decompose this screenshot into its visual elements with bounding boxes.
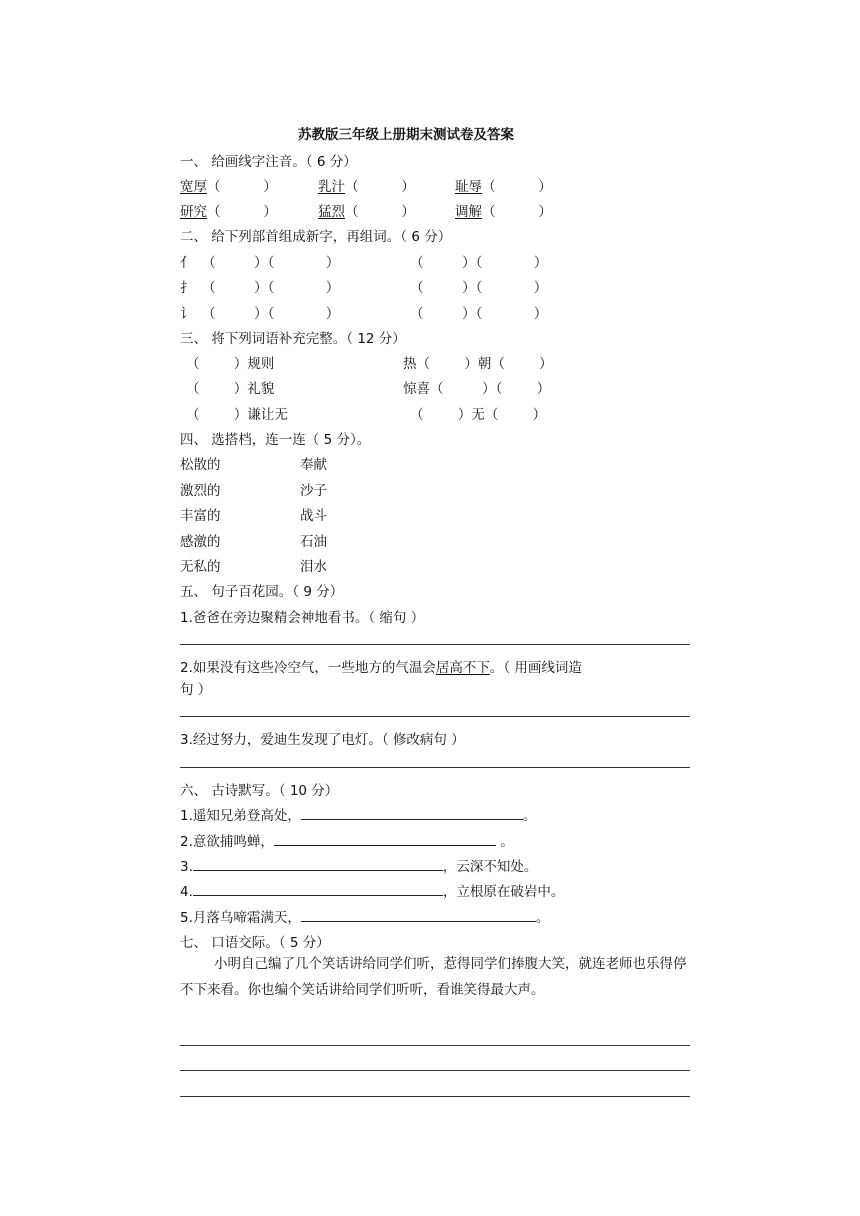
s1-word: 宽厚 xyxy=(180,179,207,195)
s4-right-word: 奉献 xyxy=(300,457,327,473)
s4-left-word: 松散的 xyxy=(180,457,221,473)
fill-blank xyxy=(274,832,496,846)
s1-item xyxy=(180,175,277,195)
s2-radical: 扌 xyxy=(180,280,194,296)
poem-text: 。 xyxy=(535,910,550,926)
section-2-heading: 二、 给下列部首组成新字，再组词。（ 6 分） xyxy=(180,229,452,245)
section-6-heading: 六、 古诗默写。（ 10 分） xyxy=(180,783,339,799)
s5-question-3: 3.经过努力，爱迪生发现了电灯。（ 修改病句 ） xyxy=(180,732,465,748)
s5-question-1: 1.爸爸在旁边聚精会神地看书。（ 缩句 ） xyxy=(180,610,425,626)
s2-radical: 亻 xyxy=(180,255,194,271)
s4-right-word: 石油 xyxy=(300,534,327,550)
s3-right-item: （ ）无（ ） xyxy=(410,407,547,423)
s4-left-word: 无私的 xyxy=(180,559,221,575)
s5-q2-post: 。（ 用画线词造 xyxy=(489,660,582,676)
poem-text: 5.月落乌啼霜满天， xyxy=(180,910,301,926)
s3-left-item: （ ）规则 xyxy=(186,356,275,372)
s1-item xyxy=(455,200,552,220)
s4-right-word: 战斗 xyxy=(300,508,327,524)
s1-item xyxy=(318,200,415,220)
answer-line xyxy=(180,1045,690,1046)
poem-line-1 xyxy=(180,804,536,824)
poem-line-2 xyxy=(180,830,514,850)
poem-text: 4. xyxy=(180,884,193,900)
answer-line xyxy=(180,1070,690,1071)
s4-right-word: 沙子 xyxy=(300,483,327,499)
s3-right-item: 热（ ）朝（ ） xyxy=(403,356,553,372)
fill-blank xyxy=(301,908,536,922)
poem-line-5 xyxy=(180,906,549,926)
s1-word: 研究 xyxy=(180,204,207,220)
s4-right-word: 泪水 xyxy=(300,559,327,575)
s5-q2-line2: 句 ） xyxy=(180,682,212,698)
fill-blank xyxy=(193,857,443,871)
poem-text: 。 xyxy=(500,834,514,850)
section-7-heading: 七、 口语交际。（ 5 分） xyxy=(180,935,330,951)
fill-blank xyxy=(301,806,523,820)
s3-left-item: （ ）礼貌 xyxy=(186,381,275,397)
poem-line-4 xyxy=(180,880,564,900)
answer-line xyxy=(180,767,690,768)
section-1-heading: 一、 给画线字注音。（ 6 分） xyxy=(180,154,357,170)
poem-text: 3. xyxy=(180,859,193,875)
answer-line xyxy=(180,1096,690,1097)
s2-paren-group: （ ）（ ） xyxy=(410,306,548,322)
poem-text: 1.遥知兄弟登高处， xyxy=(180,808,301,824)
poem-text: 2.意欲捕鸣蝉， xyxy=(180,834,274,850)
s1-paren: （ ） xyxy=(207,179,277,195)
s5-q2-underlined: 居高不下 xyxy=(435,660,490,676)
s2-radical: 讠 xyxy=(180,306,194,322)
s1-paren: （ ） xyxy=(345,179,415,195)
section-5-heading: 五、 句子百花园。（ 9 分） xyxy=(180,584,344,600)
s1-word: 耻辱 xyxy=(455,179,482,195)
s3-left-item: （ ）谦让无 xyxy=(186,407,288,423)
answer-line xyxy=(180,716,690,717)
s1-word: 猛烈 xyxy=(318,204,345,220)
fill-blank xyxy=(193,882,443,896)
s1-item xyxy=(180,200,277,220)
s4-left-word: 激烈的 xyxy=(180,483,221,499)
s5-q2-pre: 2.如果没有这些冷空气，一些地方的气温会 xyxy=(180,660,436,676)
s1-paren: （ ） xyxy=(345,204,415,220)
section-4-heading: 四、 选搭档，连一连（ 5 分）。 xyxy=(180,432,371,448)
s2-paren-group: （ ）（ ） xyxy=(202,255,340,271)
s1-word: 乳汁 xyxy=(318,179,345,195)
s3-right-item: 惊喜（ ）（ ） xyxy=(403,381,551,397)
s1-paren: （ ） xyxy=(482,179,552,195)
s4-left-word: 丰富的 xyxy=(180,508,221,524)
section-3-heading: 三、 将下列词语补充完整。（ 12 分） xyxy=(180,331,406,347)
poem-text: ，立根原在破岩中。 xyxy=(442,884,565,900)
s1-word: 调解 xyxy=(455,204,482,220)
s2-paren-group: （ ）（ ） xyxy=(410,255,548,271)
s2-paren-group: （ ）（ ） xyxy=(202,280,340,296)
s4-left-word: 感激的 xyxy=(180,534,221,550)
poem-line-3 xyxy=(180,855,537,875)
s1-item xyxy=(318,175,415,195)
s2-paren-group: （ ）（ ） xyxy=(202,306,340,322)
s1-item xyxy=(455,175,552,195)
s1-paren: （ ） xyxy=(482,204,552,220)
poem-text: ，云深不知处。 xyxy=(442,859,538,875)
s5-question-2 xyxy=(180,656,582,676)
answer-line xyxy=(180,644,690,645)
s1-paren: （ ） xyxy=(207,204,277,220)
s7-paragraph: 小明自己编了几个笑话讲给同学们听，惹得同学们捧腹大笑，就连老师也乐得停不下来看。你也编个笑话讲给同学们听听，看谁笑得最大声。 xyxy=(180,956,687,998)
page-title: 苏教版三年级上册期末测试卷及答案 xyxy=(298,127,514,143)
s2-paren-group: （ ）（ ） xyxy=(410,280,548,296)
poem-text: 。 xyxy=(522,808,537,824)
